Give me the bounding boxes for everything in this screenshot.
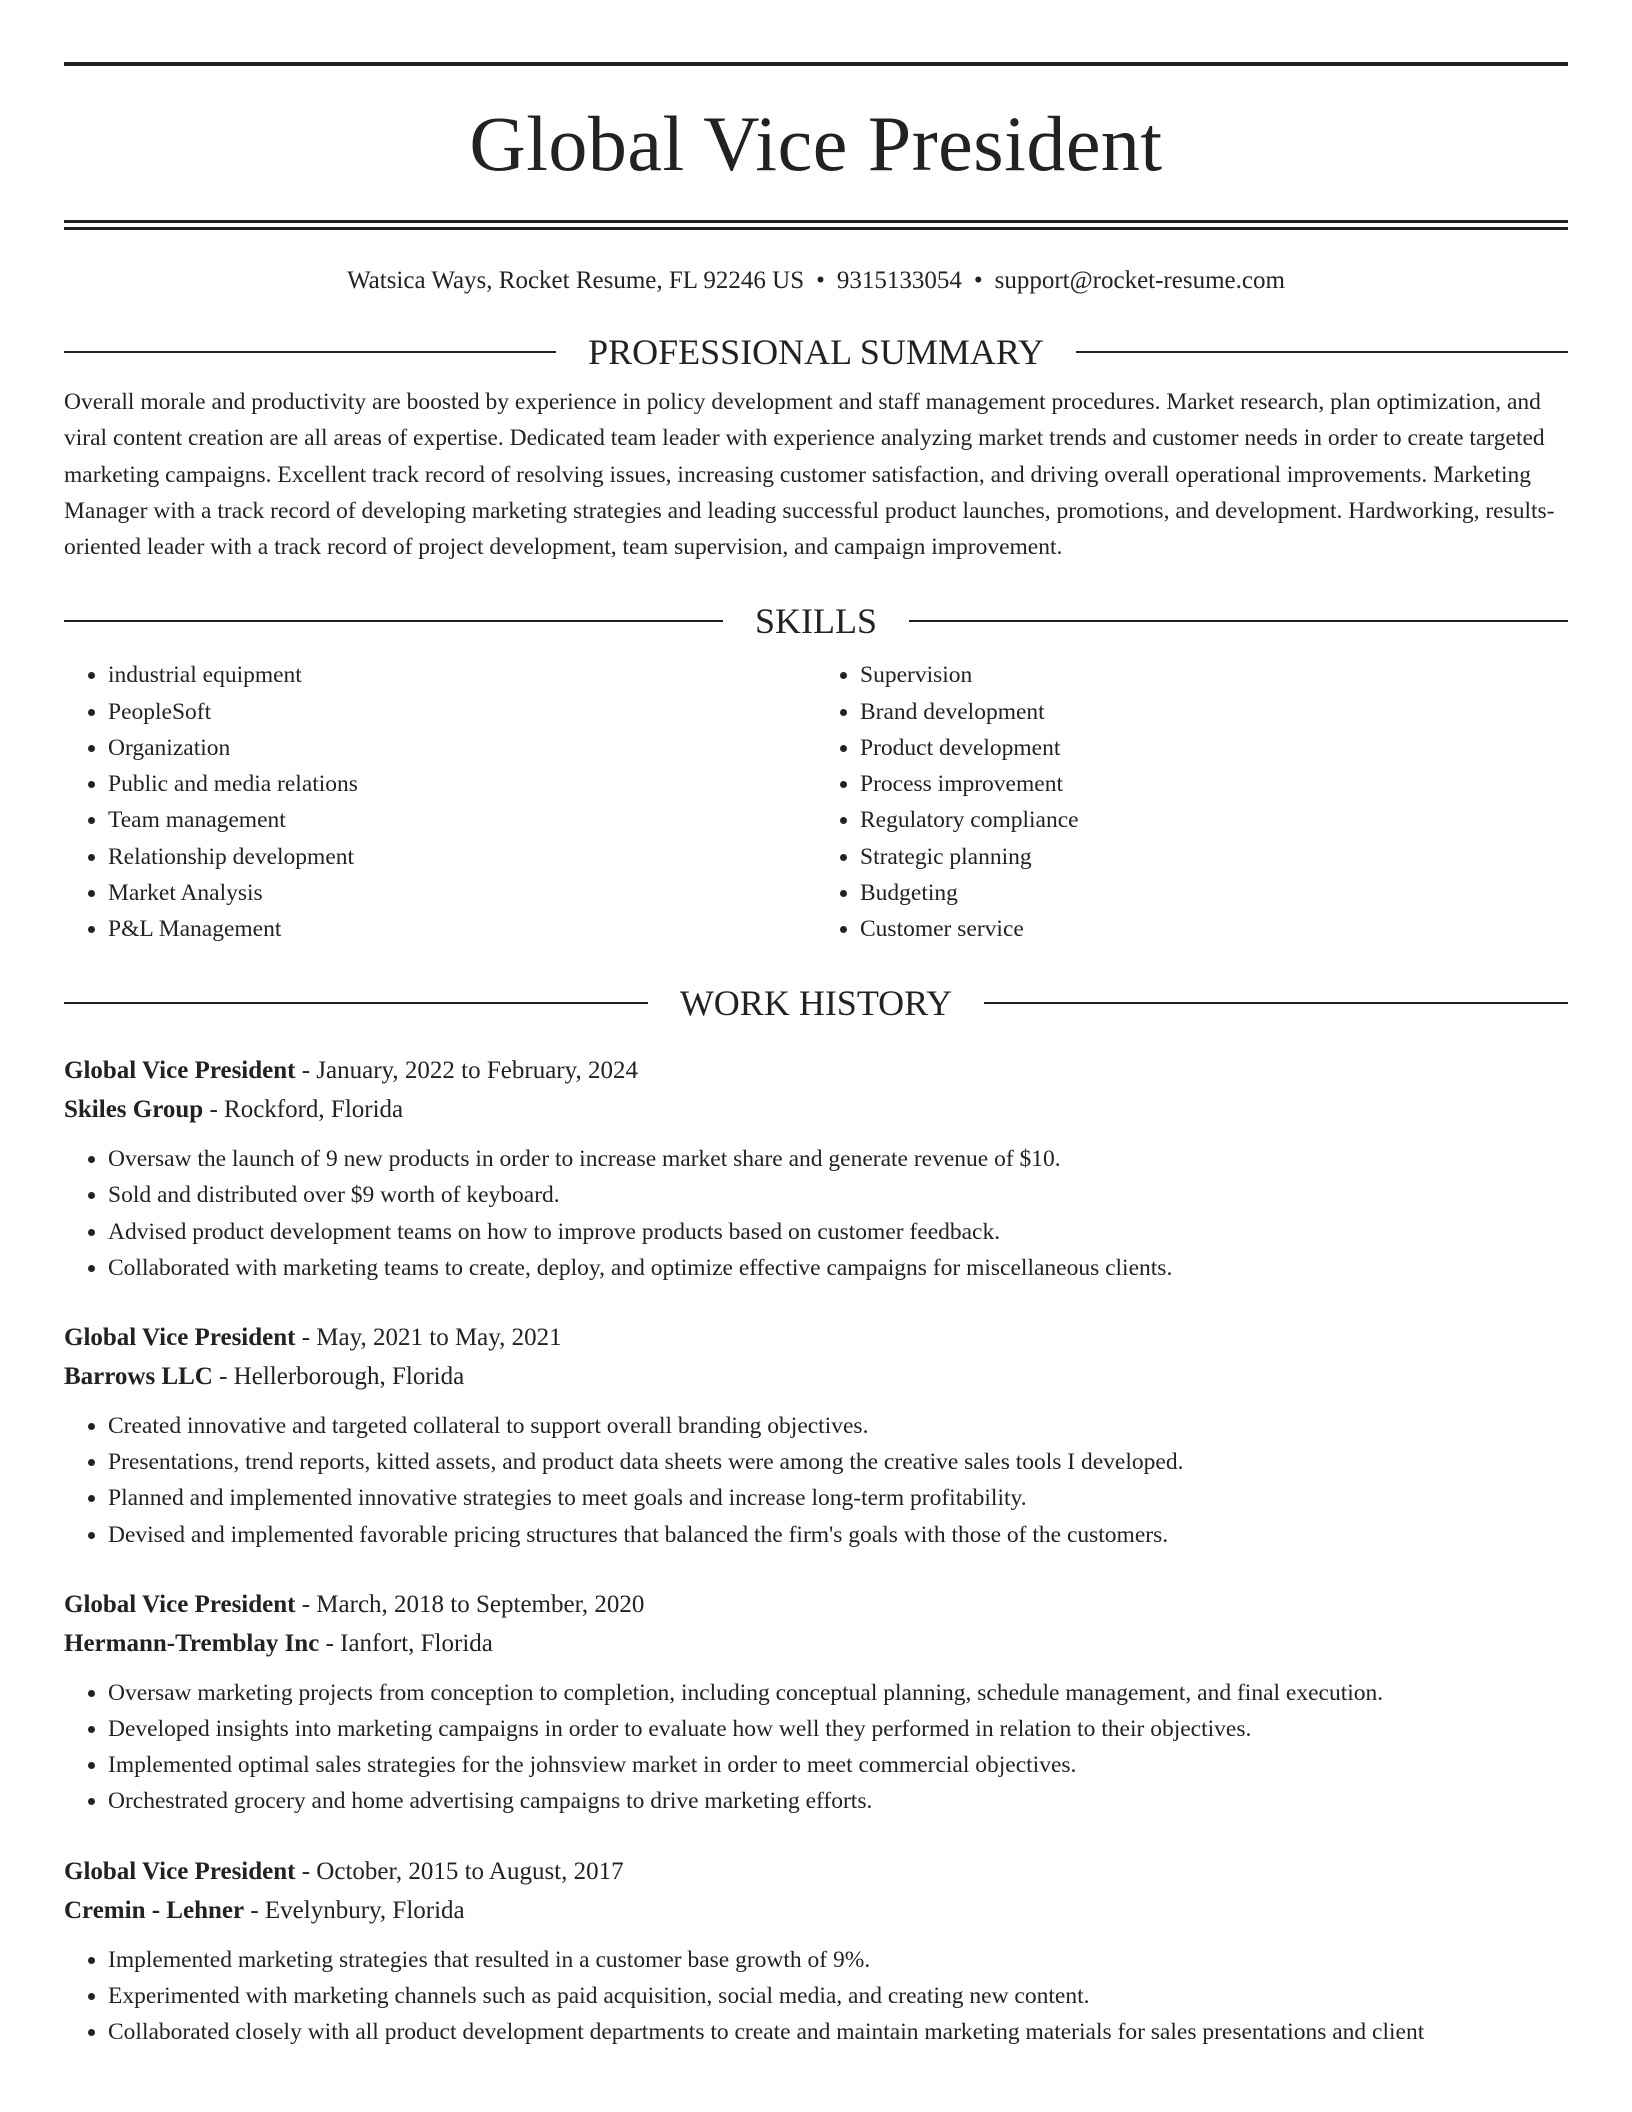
skill-item: • Customer service — [860, 911, 1568, 947]
job-bullets — [64, 1408, 1568, 1553]
skill-item: • P&L Management — [108, 911, 816, 947]
section-heading-summary — [64, 330, 1568, 374]
job-bullet: • Created innovative and targeted collateral to support overall branding objectives. — [108, 1408, 1568, 1444]
heading-rule-right — [909, 620, 1568, 622]
skill-item: • Relationship development — [108, 839, 816, 875]
job-bullet: • Experimented with marketing channels such as paid acquisition, social media, and creating new content. — [108, 1978, 1568, 2014]
job-role-line — [64, 1852, 1568, 1891]
job-bullets — [64, 1942, 1568, 2051]
job-role: Global Vice President — [64, 1323, 296, 1351]
contact-line — [64, 266, 1568, 296]
skills-list — [64, 657, 1568, 947]
contact-separator: • — [816, 267, 825, 294]
job-company: Barrows LLC — [64, 1362, 213, 1390]
job-entry — [64, 1852, 1568, 2051]
skill-item: • Strategic planning — [860, 839, 1568, 875]
heading-rule-left — [64, 620, 723, 622]
job-bullet: • Implemented optimal sales strategies for the johnsview market in order to meet commercial objectives. — [108, 1747, 1568, 1783]
job-bullet: • Orchestrated grocery and home advertising campaigns to drive marketing efforts. — [108, 1783, 1568, 1819]
heading-rule-right — [984, 1002, 1568, 1004]
heading-rule-left — [64, 1002, 648, 1004]
skill-item: • Team management — [108, 802, 816, 838]
job-bullet: • Implemented marketing strategies that resulted in a customer base growth of 9%. — [108, 1942, 1568, 1978]
skill-item: • Regulatory compliance — [860, 802, 1568, 838]
job-company-line — [64, 1357, 1568, 1396]
job-dates: - May, 2021 to May, 2021 — [295, 1323, 562, 1351]
job-role: Global Vice President — [64, 1057, 296, 1085]
job-bullet: • Oversaw marketing projects from conception to completion, including conceptual planning, schedule management, and final execution. — [108, 1675, 1568, 1711]
skills-column-left — [64, 657, 816, 947]
job-location: - Hellerborough, Florida — [212, 1362, 465, 1390]
heading-rule-left — [64, 351, 556, 353]
contact-address: Watsica Ways, Rocket Resume, FL 92246 US — [347, 267, 805, 294]
job-company: Cremin - Lehner — [64, 1896, 245, 1924]
skill-item: • Organization — [108, 730, 816, 766]
skills-column-right — [816, 657, 1568, 947]
job-bullets — [64, 1141, 1568, 1286]
skill-item: • Supervision — [860, 657, 1568, 693]
job-company-line — [64, 1624, 1568, 1663]
job-entry — [64, 1585, 1568, 1820]
title-double-rule — [64, 220, 1568, 230]
section-title: SKILLS — [755, 601, 878, 642]
job-role-line — [64, 1318, 1568, 1357]
job-company: Hermann-Tremblay Inc — [64, 1629, 320, 1657]
job-bullet: • Collaborated closely with all product development departments to create and maintain marketing materials for sales presentations and client — [108, 2014, 1568, 2050]
job-bullet: • Planned and implemented innovative strategies to meet goals and increase long-term profitability. — [108, 1480, 1568, 1516]
job-location: - Evelynbury, Florida — [244, 1896, 465, 1924]
section-title: PROFESSIONAL SUMMARY — [588, 332, 1044, 372]
section-heading-skills — [64, 599, 1568, 643]
section-title: WORK HISTORY — [679, 983, 953, 1024]
job-role-line — [64, 1051, 1568, 1090]
skill-item: • Brand development — [860, 694, 1568, 730]
skill-item: • Product development — [860, 730, 1568, 766]
resume-title: Global Vice President — [469, 100, 1163, 187]
contact-phone: 9315133054 — [836, 267, 962, 294]
job-entry — [64, 1318, 1568, 1553]
job-bullet: • Oversaw the launch of 9 new products in order to increase market share and generate revenue of $10. — [108, 1141, 1568, 1177]
skill-item: • industrial equipment — [108, 657, 816, 693]
job-dates: - March, 2018 to September, 2020 — [295, 1590, 645, 1618]
section-heading-work — [64, 981, 1568, 1025]
job-bullet: • Presentations, trend reports, kitted assets, and product data sheets were among the creative sales tools I developed. — [108, 1444, 1568, 1480]
job-bullet: • Devised and implemented favorable pricing structures that balanced the firm's goals with those of the customers. — [108, 1517, 1568, 1553]
job-bullet: • Collaborated with marketing teams to create, deploy, and optimize effective campaigns for miscellaneous clients. — [108, 1250, 1568, 1286]
job-bullet: • Sold and distributed over $9 worth of keyboard. — [108, 1177, 1568, 1213]
contact-separator: • — [973, 267, 983, 294]
job-dates: - January, 2022 to February, 2024 — [295, 1057, 639, 1085]
job-bullet: • Advised product development teams on how to improve products based on customer feedback. — [108, 1214, 1568, 1250]
heading-rule-right — [1076, 351, 1568, 353]
job-dates: - October, 2015 to August, 2017 — [295, 1857, 624, 1885]
job-role: Global Vice President — [64, 1590, 296, 1618]
summary-text: Overall morale and productivity are boosted by experience in policy development and staff management procedures. Market research, plan optimization, and viral content creation are all areas of expertise. Dedicated team leader with experience analyzing market trends and customer needs in order to create targeted marketing campaigns. Excellent track record of resolving issues, increasing customer satisfaction, and driving overall operational improvements. Marketing Manager with a track record of developing marketing strategies and leading successful product launches, promotions, and development. Hardworking, results-oriented leader with a track record of project development, team supervision, and campaign improvement. — [64, 389, 1555, 561]
skill-item: • PeopleSoft — [108, 694, 816, 730]
job-bullets — [64, 1675, 1568, 1820]
job-role: Global Vice President — [64, 1857, 296, 1885]
skill-item: • Public and media relations — [108, 766, 816, 802]
job-company: Skiles Group — [64, 1096, 204, 1124]
skill-item: • Market Analysis — [108, 875, 816, 911]
job-entry — [64, 1051, 1568, 1286]
job-role-line — [64, 1585, 1568, 1624]
job-location: - Ianfort, Florida — [319, 1629, 493, 1657]
contact-email: support@rocket-resume.com — [994, 267, 1285, 294]
job-company-line — [64, 1090, 1568, 1129]
job-bullet: • Developed insights into marketing campaigns in order to evaluate how well they performed in relation to their objectives. — [108, 1711, 1568, 1747]
job-location: - Rockford, Florida — [203, 1096, 404, 1124]
skill-item: • Budgeting — [860, 875, 1568, 911]
skill-item: • Process improvement — [860, 766, 1568, 802]
job-company-line — [64, 1891, 1568, 1930]
